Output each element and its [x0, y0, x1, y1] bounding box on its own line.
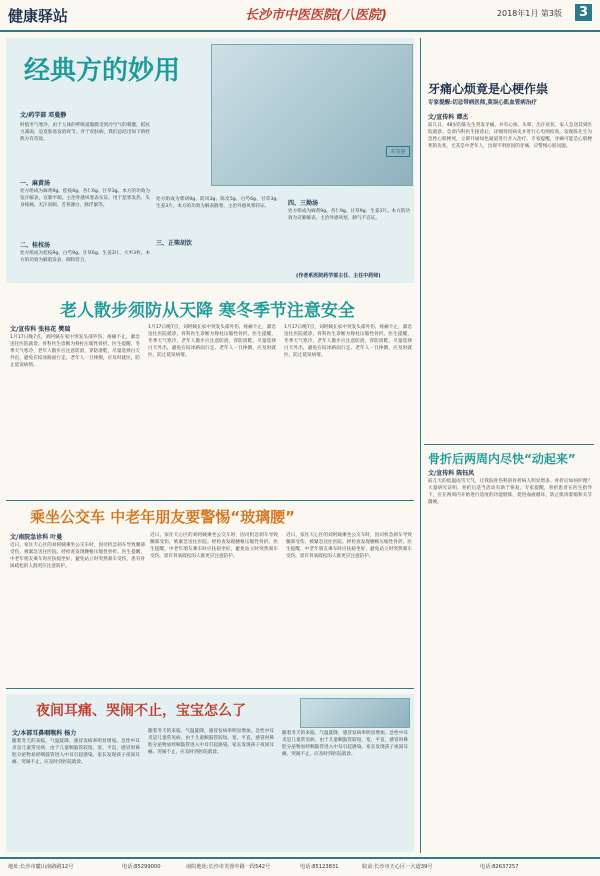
article-byline: 文/宣传科 张桂花 樊瑞	[10, 326, 71, 333]
article-body: 1月17日晚7点，刘阿姨在家中突发头部外伤，疼痛不止，紧急送往医院就诊。骨科医生诊断为脊柱压缩性骨折。医生提醒，冬季天气寒冷，老年人散步应注意防滑，穿防滑鞋，尽量选择白天外出，避免在结冰路面行走。老年人一旦摔倒，应及时就医，防止延误病情。	[10, 335, 140, 368]
article-title: 夜间耳痛、哭闹不止，宝宝怎么了	[36, 703, 246, 719]
author-photo	[211, 44, 413, 186]
page-footer	[0, 857, 600, 876]
item-text: 处方组成为麻黄9g、杏仁9g、甘草9g、生姜3片。本方的功效为宣肺解表。主治外感风寒，肺气不宣证。	[288, 209, 410, 221]
article-classic-prescriptions	[6, 38, 414, 283]
article-byline: 文/药学部 邓曼静	[20, 112, 67, 119]
divider	[6, 688, 414, 689]
article-body: 随着冬天的来临，气温陡降，感冒发病率明显增加。急性中耳炎是儿童常见病，由于儿童咽鼓管较短、宽、平直，感冒时鼻腔分泌物易经咽鼓管进入中耳引起感染。家长发现孩子夜间耳痛、哭闹不止，应及时到医院就诊。	[12, 739, 140, 765]
page-number: 3	[575, 4, 592, 21]
sidebar-border	[420, 38, 421, 853]
sidebar-title: 牙痛心烦竟是心梗作祟	[428, 82, 549, 96]
sidebar-subtitle: 专家提醒:切忌带病医师,莫误心肌血管病治疗	[428, 100, 537, 106]
item-text: 处方组成为桂枝9g、白芍9g、甘草6g、生姜3片、大枣3枚。本方的功效为解肌发表、调和营卫。	[20, 251, 150, 263]
footer-address: 地址:长沙市麓山南路路12号	[8, 864, 74, 870]
divider	[424, 444, 594, 445]
footer-south-address: 南院地址:长沙市芙蓉中路一段542号	[186, 864, 271, 870]
sidebar-byline: 文/宣传科 陈钰凤	[428, 470, 475, 477]
item-heading: 三、正柴胡饮	[156, 240, 193, 247]
issue-date: 2018年1月 第3版	[496, 9, 562, 18]
item-text: 处方组成为柴胡9g、防风3g、陈皮5g、白芍6g、甘草3g、生姜3片。本方的功效为解表散寒，主治外感风寒轻证。	[156, 197, 281, 209]
item-heading: 二、桂枝汤	[20, 242, 51, 249]
item-heading: 一、麻黄汤	[20, 180, 51, 187]
footer-pre-hospital: 院前:长沙市天心区一大道39号	[362, 864, 433, 870]
article-intro: 时值冬气寒冷，由于人体的呼吸道黏膜受到冷空气的刺激，抵抗力减弱，是皮肤易发的时节。对于皮肤病，我们总结出如下的经典方有奇效。	[20, 123, 150, 142]
footer-phone: 电话:82637257	[480, 864, 519, 870]
divider	[6, 500, 414, 501]
article-title: 经典方的妙用	[24, 56, 181, 86]
article-title: 乘坐公交车 中老年朋友要警惕“玻璃腰”	[30, 508, 295, 526]
photo-caption: 邓曼静	[386, 146, 410, 157]
article-body: 近日，家住天心区的刘阿姨乘坐公交车时，因司机急刹车导致腰部受伤，被紧急送往医院。经检查发现腰椎压缩性骨折。医生提醒，中老年朋友乘车时应扶稳坐好，避免站立时突然刹车受伤，患有骨质疏松的人群更应注意防护。	[286, 533, 412, 559]
masthead-logo: 长沙市中医医院(八医院)	[245, 8, 387, 23]
item-heading: 四、三拗汤	[288, 200, 319, 207]
author-note: (作者系医院药学部主任、主任中药师)	[296, 273, 381, 279]
sidebar-byline: 文/宣传科 谭杰	[428, 114, 469, 121]
footer-phone: 电话:85123831	[300, 864, 339, 870]
sidebar-title: 骨折后两周内尽快“动起来”	[428, 452, 576, 466]
footer-phone: 电话:85299000	[122, 864, 161, 870]
article-body: 1月17日晚7点，刘阿姨在家中突发头部外伤，疼痛不止，紧急送往医院就诊。骨科医生诊断为脊柱压缩性骨折。医生提醒，冬季天气寒冷，老年人散步应注意防滑，穿防滑鞋，尽量选择白天外出，避免在结冰路面行走。老年人一旦摔倒，应及时就医，防止延误病情。	[148, 325, 276, 358]
article-photo	[300, 698, 410, 728]
article-body: 近日，家住天心区的刘阿姨乘坐公交车时，因司机急刹车导致腰部受伤，被紧急送往医院。经检查发现腰椎压缩性骨折。医生提醒，中老年朋友乘车时应扶稳坐好，避免站立时突然刹车受伤，患有骨质疏松的人群更应注意防护。	[10, 543, 145, 569]
article-title: 老人散步须防从天降 寒冬季节注意安全	[60, 301, 355, 321]
section-title: 健康驿站	[8, 7, 69, 25]
article-body: 随着冬天的来临，气温陡降，感冒发病率明显增加。急性中耳炎是儿童常见病，由于儿童咽鼓管较短、宽、平直，感冒时鼻腔分泌物易经咽鼓管进入中耳引起感染。家长发现孩子夜间耳痛、哭闹不止，应及时到医院就诊。	[282, 731, 408, 757]
item-text: 处方组成为麻黄9g、桂枝6g、杏仁6g、甘草3g。本方的功效为发汗解表，宣肺平喘。主治外感风寒表实证。用于恶寒发热、头身疼痛、无汗而喘、舌苔薄白、脉浮紧等。	[20, 189, 150, 208]
article-body: 1月17日晚7点，刘阿姨在家中突发头部外伤，疼痛不止，紧急送往医院就诊。骨科医生诊断为脊柱压缩性骨折。医生提醒，冬季天气寒冷，老年人散步应注意防滑，穿防滑鞋，尽量选择白天外出，避免在结冰路面行走。老年人一旦摔倒，应及时就医，防止延误病情。	[284, 325, 412, 358]
article-body: 随着冬天的来临，气温陡降，感冒发病率明显增加。急性中耳炎是儿童常见病，由于儿童咽鼓管较短、宽、平直，感冒时鼻腔分泌物易经咽鼓管进入中耳引起感染。家长发现孩子夜间耳痛、哭闹不止，应及时到医院就诊。	[148, 729, 274, 755]
article-byline: 文/南院急诊科 叶曼	[10, 534, 63, 541]
article-body: 近日，家住天心区的刘阿姨乘坐公交车时，因司机急刹车导致腰部受伤，被紧急送往医院。经检查发现腰椎压缩性骨折。医生提醒，中老年朋友乘车时应扶稳坐好，避免站立时突然刹车受伤，患有骨质疏松的人群更应注意防护。	[150, 533, 278, 559]
article-byline: 文/本部耳鼻咽喉科 杨力	[12, 730, 77, 737]
sidebar-body: 前几日，48岁的陈先生突发牙痛，并有心烦、头晕、出汗症状，家人急送其到医院就诊。急诊内科医生接诊后，详细询问病史并进行心电图检查，发现陈先生为急性心肌梗死，立即开通绿色通道进行介入治疗。专家提醒，牙痛可能是心肌梗死的先兆，尤其是中老年人，出现不明原因的牙痛，应警惕心脏问题。	[428, 123, 592, 149]
sidebar-body: 前几天的低温雨雪天气，让我院骨伤科的骨折病人明显增多。骨折后如何护理？大量研究证明，骨折后适当活动有助于恢复。专家提醒，骨折患者在医生指导下，应在两周内开始进行适度的功能锻炼，促进血液循环，防止肌肉萎缩和关节僵硬。	[428, 479, 592, 505]
